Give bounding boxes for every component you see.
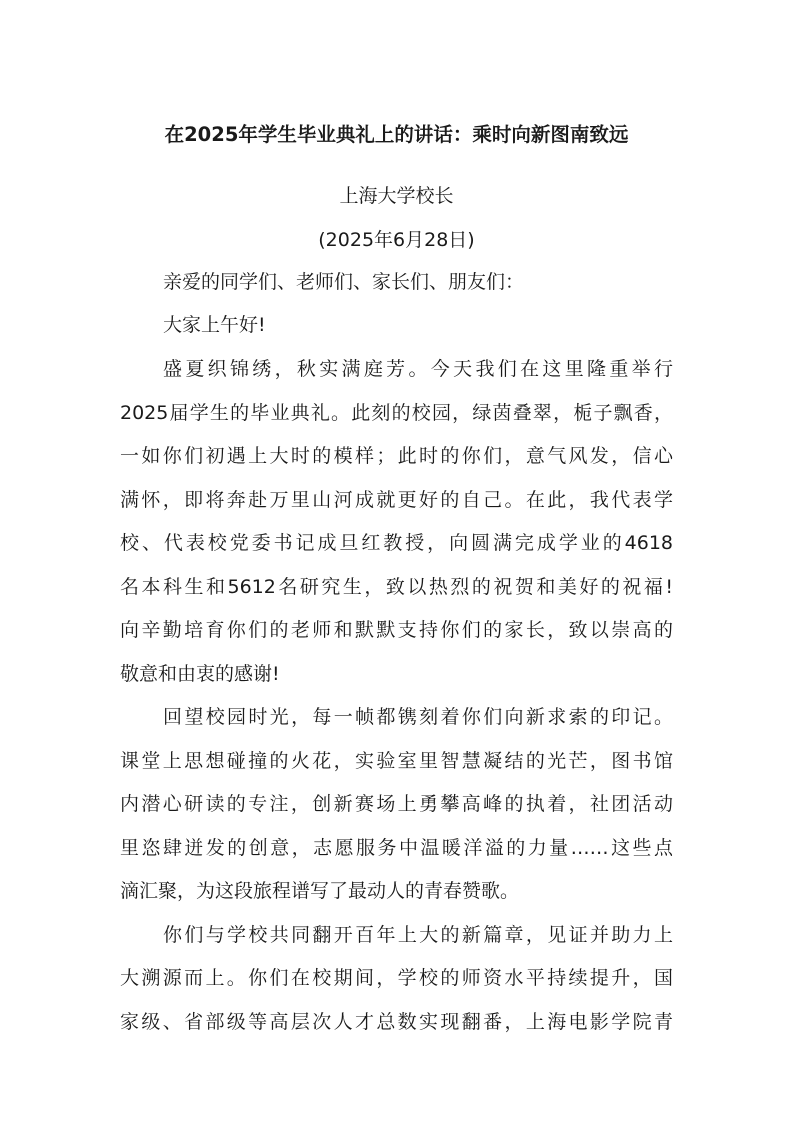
speech-date: (2025年6月28日) xyxy=(318,229,475,251)
body-line: 内潜心研读的专注，创新赛场上勇攀高峰的执着，社团活动 xyxy=(120,793,673,815)
body-line: 2025届学生的毕业典礼。此刻的校园，绿茵叠翠，栀子飘香， xyxy=(120,402,673,424)
speaker-line: 上海大学校长 xyxy=(339,185,454,207)
body-line: 家级、省部级等高层次人才总数实现翻番，上海电影学院青 xyxy=(120,1011,673,1033)
body-line: 向辛勤培育你们的老师和默默支持你们的家长，致以崇高的 xyxy=(120,619,673,641)
body-line: 名本科生和5612名研究生，致以热烈的祝贺和美好的祝福! xyxy=(120,576,673,598)
body-line: 你们与学校共同翻开百年上大的新篇章，见证并助力上 xyxy=(163,924,673,946)
salutation: 亲爱的同学们、老师们、家长们、朋友们： xyxy=(163,271,525,293)
body-line: 里恣肆迸发的创意，志愿服务中温暖洋溢的力量……这些点 xyxy=(120,837,673,859)
body-line: 滴汇聚，为这段旅程谱写了最动人的青春赞歌。 xyxy=(120,880,520,902)
body-line: 校、代表校党委书记成旦红教授，向圆满完成学业的4618 xyxy=(120,532,673,554)
body-line: 一如你们初遇上大时的模样；此时的你们，意气风发，信心 xyxy=(120,445,673,467)
body-line: 盛夏织锦绣，秋实满庭芳。今天我们在这里隆重举行 xyxy=(163,358,673,380)
body-line: 回望校园时光，每一帧都镌刻着你们向新求索的印记。 xyxy=(163,706,673,728)
greeting: 大家上午好! xyxy=(163,314,266,336)
body-line: 大溯源而上。你们在校期间，学校的师资水平持续提升，国 xyxy=(120,967,673,989)
body-line: 敬意和由衷的感谢! xyxy=(120,663,280,685)
speech-title: 在2025年学生毕业典礼上的讲话：乘时向新图南致远 xyxy=(164,123,629,146)
body-line: 满怀，即将奔赴万里山河成就更好的自己。在此，我代表学 xyxy=(120,489,673,511)
body-line: 课堂上思想碰撞的火花，实验室里智慧凝结的光芒，图书馆 xyxy=(120,750,673,772)
